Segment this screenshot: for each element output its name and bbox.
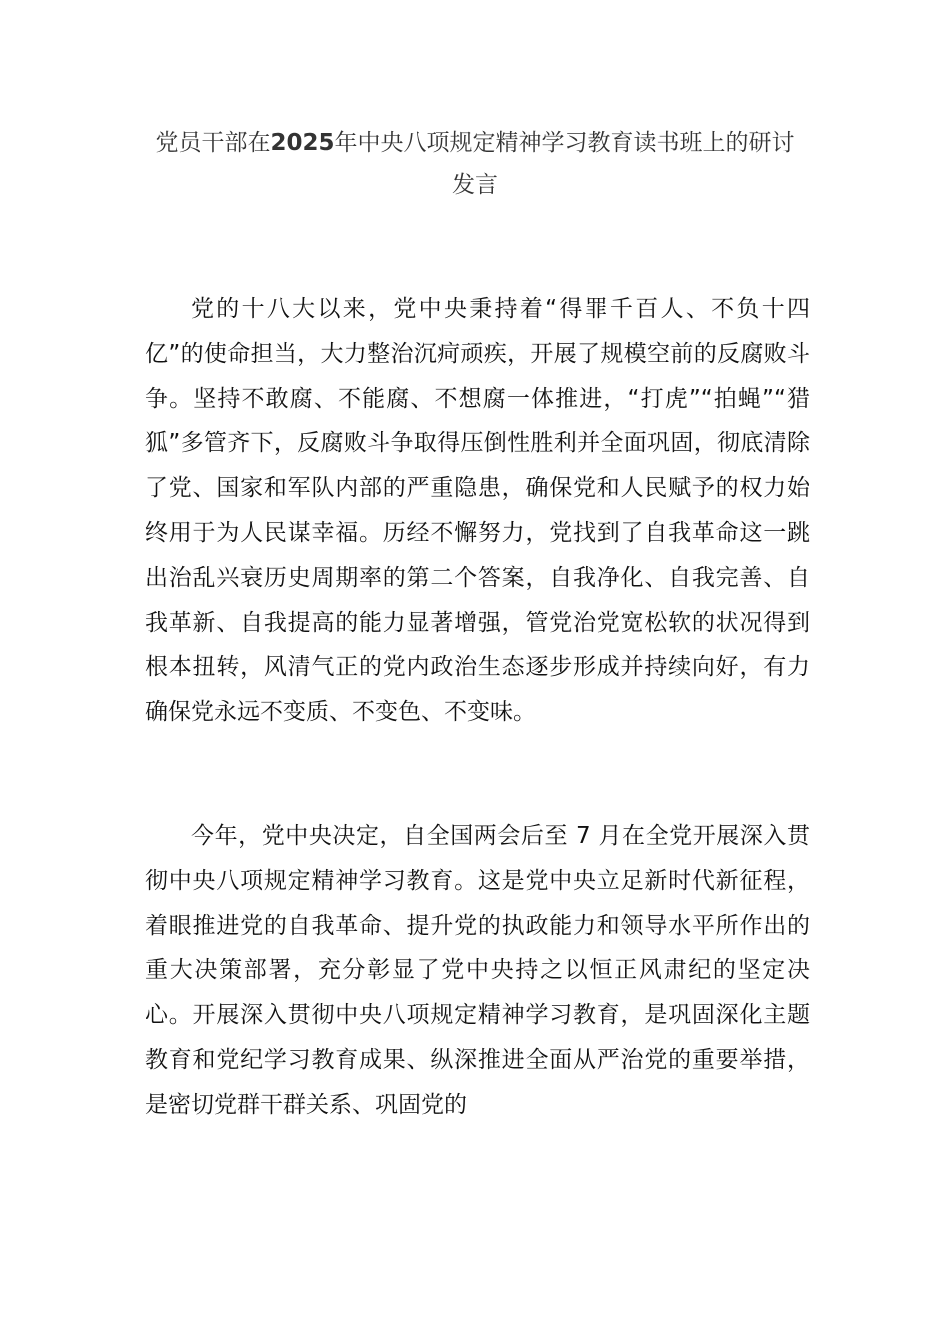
title-year: 2025 xyxy=(270,130,335,156)
document-title xyxy=(145,122,805,206)
paragraph-2: 今年，党中央决定，自全国两会后至 7 月在全党开展深入贯彻中央八项规定精神学习教育。这是党中央立足新时代新征程，着眼推进党的自我革命、提升党的执政能力和领导水平所作出的重大决策部署，充分彰显了党中央持之以恒正风肃纪的坚定决心。开展深入贯彻中央八项规定精神学习教育，是巩固深化主题教育和党纪学习教育成果、纵深推进全面从严治党的重要举措，是密切党群干群关系、巩固党的 xyxy=(145,823,810,1118)
title-part-1: 党员干部在 xyxy=(155,130,271,156)
paragraph-1: 党的十八大以来，党中央秉持着“得罪千百人、不负十四亿”的使命担当，大力整治沉疴顽疾，开展了规模空前的反腐败斗争。坚持不敢腐、不能腐、不想腐一体推进，“打虎”“拍蝇”“猎狐”多管齐下，反腐败斗争取得压倒性胜利并全面巩固，彻底清除了党、国家和军队内部的严重隐患，确保党和人民赋予的权力始终用于为人民谋幸福。历经不懈努力，党找到了自我革命这一跳出治乱兴衰历史周期率的第二个答案，自我净化、自我完善、自我革新、自我提高的能力显著增强，管党治党宽松软的状况得到根本扭转，风清气正的党内政治生态逐步形成并持续向好，有力确保党永远不变质、不变色、不变味。 xyxy=(145,296,810,726)
title-part-2: 年中央八项规定精神学习教育读书班上的研讨发言 xyxy=(334,130,795,198)
